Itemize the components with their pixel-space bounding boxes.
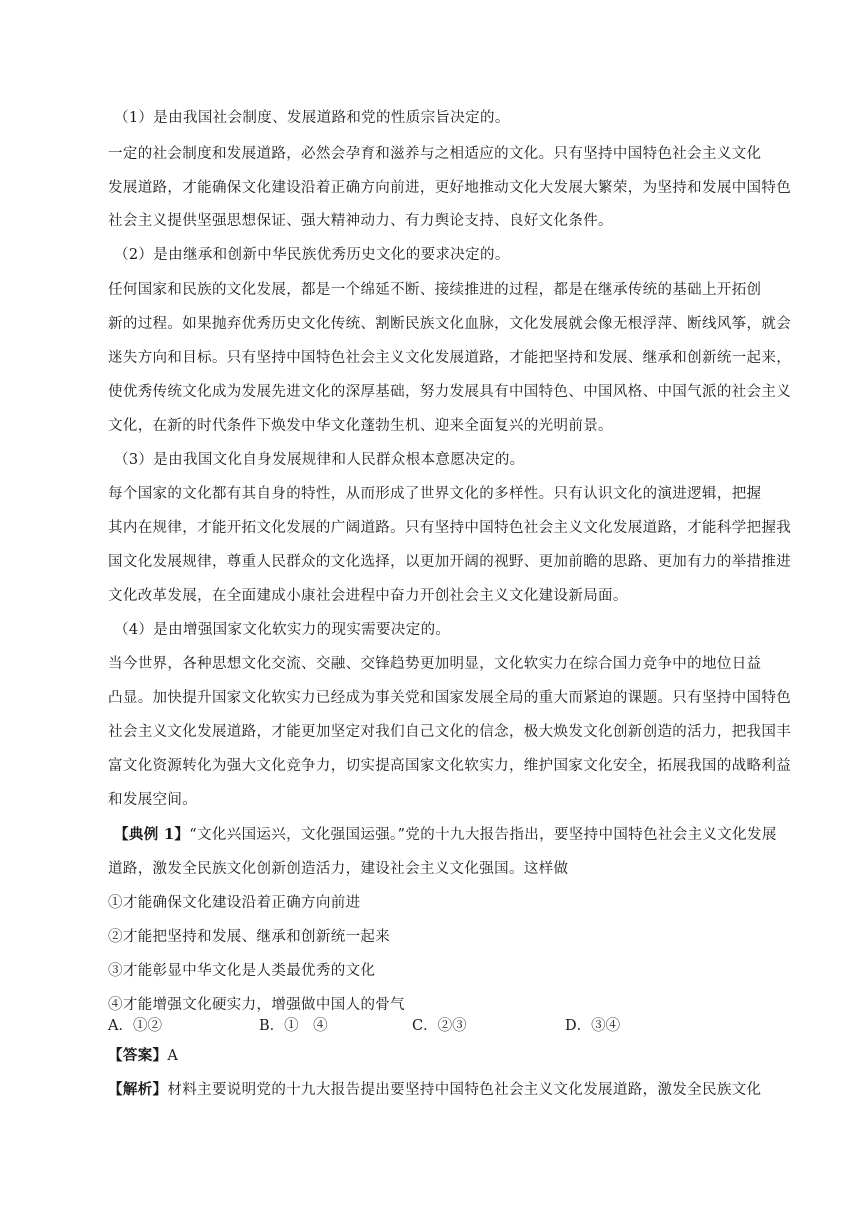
paragraph-line: 社会主义提供坚强思想保证、强大精神动力、有力舆论支持、良好文化条件。: [108, 213, 613, 229]
example-line: 道路，激发全民族文化创新创造活力，建设社会主义文化强国。这样做: [108, 861, 569, 877]
paragraph-line: 凸显。加快提升国家文化软实力已经成为事关党和国家发展全局的重大而紧迫的课题。只有坚持中国特色: [108, 690, 792, 706]
example-line: [114, 826, 777, 844]
section-heading: （3）是由我国文化自身发展规律和人民群众根本意愿决定的。: [114, 452, 525, 468]
answer-line: [108, 1047, 178, 1065]
choice-item: ①才能确保文化建设沿着正确方向前进: [108, 895, 361, 911]
analysis-text: 材料主要说明党的十九大报告提出要坚持中国特色社会主义文化发展道路，激发全民族文化: [167, 1082, 762, 1098]
example-tag: 【典例 1】: [114, 826, 190, 843]
paragraph-line: 社会主义文化发展道路，才能更加坚定对我们自己文化的信念，极大焕发文化创新创造的活力，把我国丰: [108, 724, 792, 740]
choice-item: ④才能增强文化硬实力，增强做中国人的骨气: [108, 997, 405, 1013]
section-heading: （2）是由继承和创新中华民族优秀历史文化的要求决定的。: [114, 247, 510, 263]
answer-tag: 【答案】: [108, 1047, 168, 1064]
paragraph-line: 一定的社会制度和发展道路，必然会孕育和滋养与之相适应的文化。只有坚持中国特色社会主义文化: [108, 146, 762, 162]
paragraph-line: 使优秀传统文化成为发展先进文化的深厚基础，努力发展具有中国特色、中国风格、中国气派的社会主义: [108, 384, 792, 400]
paragraph-line: 迷失方向和目标。只有坚持中国特色社会主义文化发展道路，才能把坚持和发展、继承和创新统一起来，: [108, 350, 792, 366]
paragraph-line: 每个国家的文化都有其自身的特性，从而形成了世界文化的多样性。只有认识文化的演进逻辑，把握: [108, 486, 762, 502]
option-c: C．②③: [412, 1018, 467, 1034]
analysis-tag: 【解析】: [108, 1081, 168, 1098]
section-heading: （4）是由增强国家文化软实力的现实需要决定的。: [114, 622, 451, 638]
choice-item: ③才能彰显中华文化是人类最优秀的文化: [108, 963, 376, 979]
paragraph-line: 当今世界，各种思想文化交流、交融、交锋趋势更加明显，文化软实力在综合国力竞争中的地位日益: [108, 656, 762, 672]
choice-item: ②才能把坚持和发展、继承和创新统一起来: [108, 929, 391, 945]
paragraph-line: 任何国家和民族的文化发展，都是一个绵延不断、接续推进的过程，都是在继承传统的基础上开拓创: [108, 282, 762, 298]
answer-value: A: [167, 1048, 179, 1064]
paragraph-line: 文化，在新的时代条件下焕发中华文化蓬勃生机、迎来全面复兴的光明前景。: [108, 418, 613, 434]
example-text: “文化兴国运兴，文化强国运强。”党的十九大报告指出，要坚持中国特色社会主义文化发展: [189, 827, 777, 843]
paragraph-line: 发展道路，才能确保文化建设沿着正确方向前进，更好地推动文化大发展大繁荣，为坚持和发展中国特色: [108, 180, 792, 196]
analysis-line: [108, 1081, 761, 1099]
option-a: A．①②: [108, 1018, 162, 1034]
paragraph-line: 其内在规律，才能开拓文化发展的广阔道路。只有坚持中国特色社会主义文化发展道路，才能科学把握我: [108, 520, 792, 536]
paragraph-line: 文化改革发展，在全面建成小康社会进程中奋力开创社会主义文化建设新局面。: [108, 588, 628, 604]
option-b: B．① ④: [259, 1018, 328, 1034]
section-heading: （1）是由我国社会制度、发展道路和党的性质宗旨决定的。: [114, 110, 510, 126]
paragraph-line: 和发展空间。: [108, 792, 198, 808]
option-d: D．③④: [565, 1018, 621, 1034]
paragraph-line: 富文化资源转化为强大文化竞争力，切实提高国家文化软实力，维护国家文化安全，拓展我国的战略利益: [108, 758, 792, 774]
paragraph-line: 新的过程。如果抛弃优秀历史文化传统、割断民族文化血脉，文化发展就会像无根浮萍、断线风筝，就会: [108, 316, 792, 332]
paragraph-line: 国文化发展规律，尊重人民群众的文化选择，以更加开阔的视野、更加前瞻的思路、更加有力的举措推进: [108, 554, 792, 570]
